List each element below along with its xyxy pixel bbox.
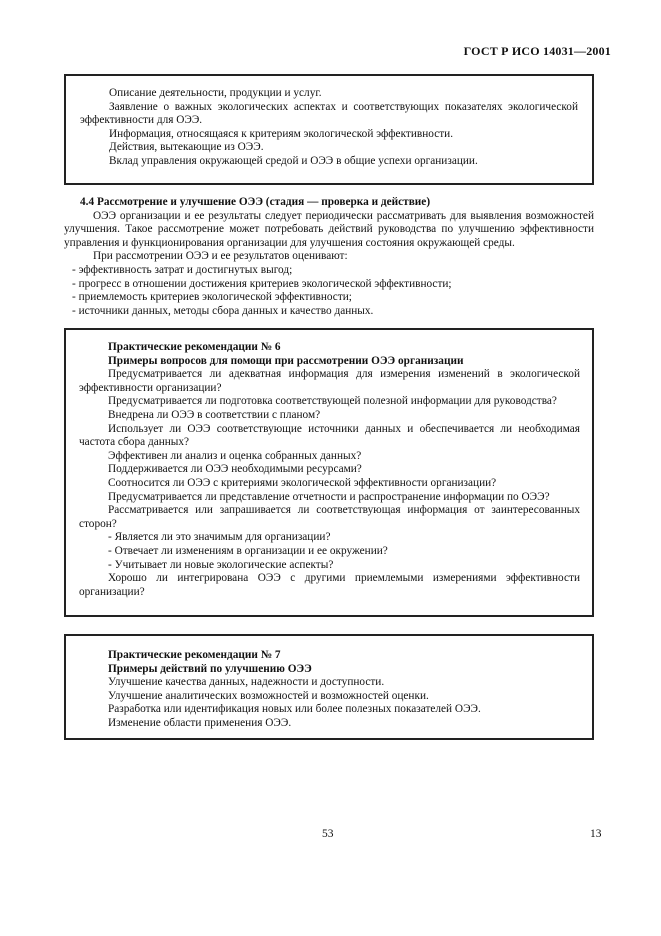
recommendations-7-box <box>64 634 594 740</box>
action-item: Изменение области применения ОЭЭ. <box>108 716 292 729</box>
section-list-item: - эффективность затрат и достигнутых выгод; <box>72 263 293 276</box>
question-item: Предусматривается ли адекватная информация для измерения изменений в экологической эффективности организации? <box>79 368 580 394</box>
question-item: Внедрена ли ОЭЭ в соответствии с планом? <box>108 408 321 421</box>
action-item: Разработка или идентификация новых или более полезных показателей ОЭЭ. <box>108 703 481 716</box>
question-item: Использует ли ОЭЭ соответствующие источники данных и обеспечивается ли необходимая частота сбора данных? <box>79 422 580 449</box>
section-heading: 4.4 Рассмотрение и улучшение ОЭЭ (стадия — проверка и действие) <box>80 196 431 208</box>
question-subitem: - Является ли это значимым для организации? <box>108 531 331 544</box>
section-list-item: - источники данных, методы сбора данных и качество данных. <box>72 304 374 317</box>
box1-line: Описание деятельности, продукции и услуг. <box>109 87 322 99</box>
box1-line: Информация, относящаяся к критериям экологической эффективности. <box>109 127 454 140</box>
box1-line: Вклад управления окружающей средой и ОЭЭ в общие успехи организации. <box>109 154 478 167</box>
box-subtitle: Примеры вопросов для помощи при рассмотрении ОЭЭ организации <box>108 354 464 367</box>
question-item: Поддерживается ли ОЭЭ необходимыми ресурсами? <box>108 463 362 476</box>
section-4-4 <box>64 196 594 318</box>
section-paragraph: ОЭЭ организации и ее результаты следует периодически рассматривать для выявления возможностей улучшения. Такое рассмотрение может потребовать действий руководства по улучшению эффективности управления и функционирования организации для улучшения состояния окружающей среды. <box>64 209 594 249</box>
document-id-header: ГОСТ Р ИСО 14031—2001 <box>463 44 611 58</box>
section-list-item: - приемлемость критериев экологической эффективности; <box>72 291 352 304</box>
question-item: Эффективен ли анализ и оценка собранных данных? <box>108 449 362 462</box>
action-item: Улучшение аналитических возможностей и возможностей оценки. <box>108 689 429 702</box>
info-box <box>64 74 594 185</box>
question-item: Предусматривается ли подготовка соответствующей полезной информации для руководства? <box>108 395 557 408</box>
page-number-right: 13 <box>590 828 602 840</box>
box-subtitle: Примеры действий по улучшению ОЭЭ <box>108 662 312 675</box>
question-subitem: - Отвечает ли изменениям в организации и ее окружении? <box>108 544 388 557</box>
box-title: Практические рекомендации № 7 <box>108 649 281 661</box>
box-title: Практические рекомендации № 6 <box>108 341 281 353</box>
question-item: Хорошо ли интегрирована ОЭЭ с другими приемлемыми измерениями эффективности организации? <box>79 572 580 598</box>
section-paragraph: При рассмотрении ОЭЭ и ее результатов оценивают: <box>93 250 348 263</box>
box1-line: Действия, вытекающие из ОЭЭ. <box>109 141 264 154</box>
recommendations-6-box <box>64 328 594 617</box>
section-list-item: - прогресс в отношении достижения критериев экологической эффективности; <box>72 277 452 290</box>
question-item: Рассматривается или запрашивается ли соответствующая информация от заинтересованных сторон? <box>79 504 580 530</box>
page-number-center: 53 <box>322 828 334 840</box>
question-subitem: - Учитывает ли новые экологические аспекты? <box>108 558 334 571</box>
question-item: Предусматривается ли представление отчетности и распространение информации по ОЭЭ? <box>108 490 550 503</box>
action-item: Улучшение качества данных, надежности и доступности. <box>108 676 385 689</box>
box1-line: Заявление о важных экологических аспектах и соответствующих показателях экологической эффективности для ОЭЭ. <box>80 100 578 127</box>
question-item: Соотносится ли ОЭЭ с критериями экологической эффективности организации? <box>108 476 497 489</box>
